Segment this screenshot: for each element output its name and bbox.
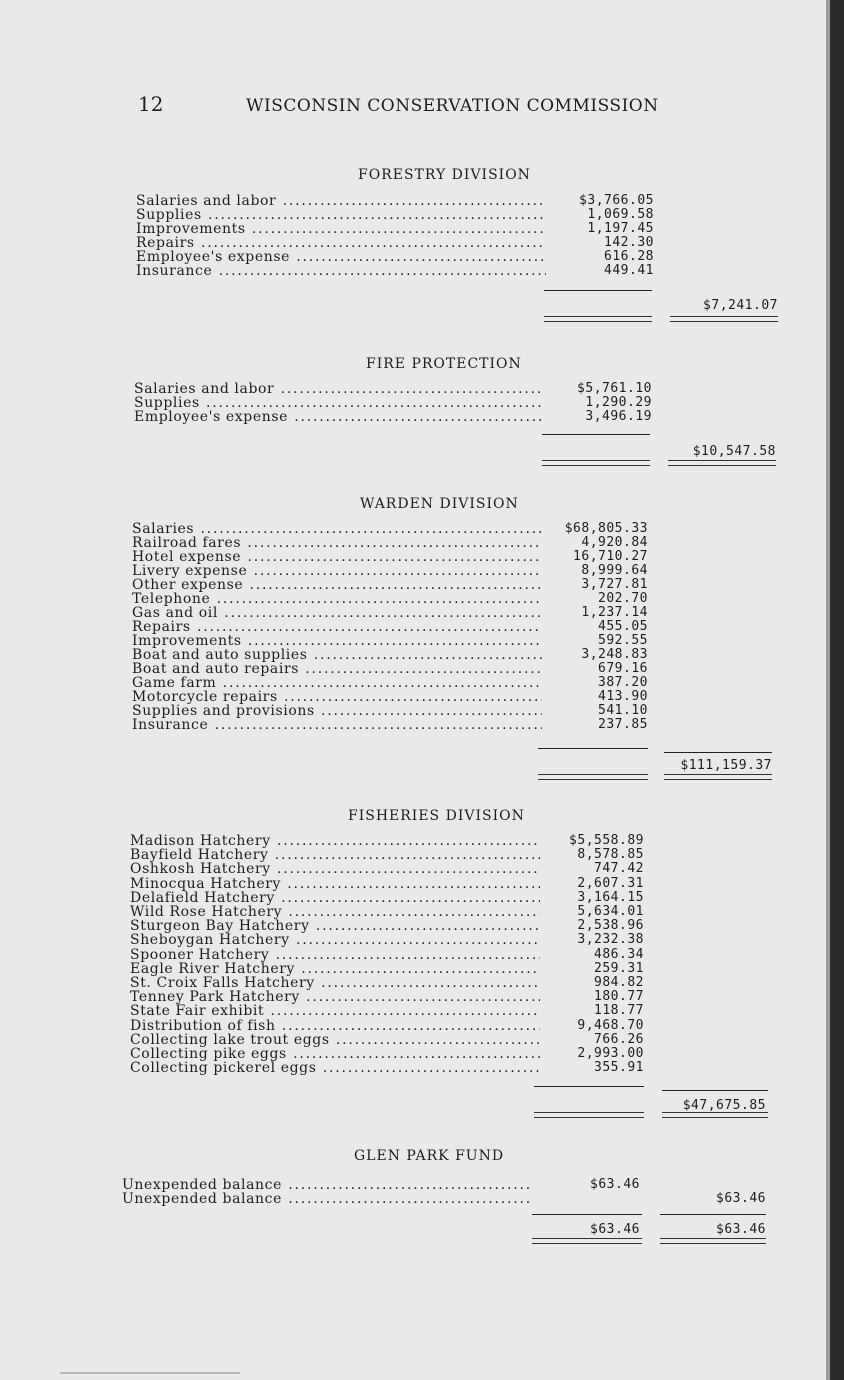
row-label: Collecting lake trout eggs ..... bbox=[130, 1033, 540, 1047]
row-amount: 1,237.14 bbox=[581, 605, 648, 620]
row-amount: 16,710.27 bbox=[573, 549, 648, 564]
double-rule bbox=[538, 774, 648, 780]
subtotal-rule bbox=[544, 290, 652, 291]
row-label: Boat and auto repairs ..... bbox=[132, 662, 542, 676]
row-label: Telephone ..... bbox=[132, 592, 542, 606]
section-total: $10,547.58 bbox=[692, 444, 776, 459]
row-label: St. Croix Falls Hatchery ..... bbox=[130, 976, 540, 990]
sum-left: $63.46 bbox=[590, 1222, 640, 1237]
row-amount: 3,727.81 bbox=[581, 577, 648, 592]
double-rule bbox=[670, 316, 778, 322]
row-amount: 355.91 bbox=[594, 1060, 644, 1076]
row-label: Supplies and provisions ..... bbox=[132, 704, 542, 718]
section-title: WARDEN DIVISION bbox=[360, 496, 519, 512]
row-label: Employee's expense ..... bbox=[136, 250, 546, 264]
row-label: Wild Rose Hatchery ..... bbox=[130, 905, 540, 919]
row-amount: $63.46 bbox=[590, 1177, 640, 1192]
row-amount: 486.34 bbox=[594, 946, 644, 962]
subtotal-rule bbox=[660, 1214, 766, 1215]
row-amount: 3,232.38 bbox=[577, 932, 644, 948]
row-label: Minocqua Hatchery ..... bbox=[130, 877, 540, 891]
row-label: Supplies ..... bbox=[136, 208, 546, 222]
double-rule bbox=[532, 1238, 642, 1244]
row-label: Oshkosh Hatchery ..... bbox=[130, 862, 540, 876]
row-amount: 1,069.58 bbox=[587, 207, 654, 222]
subtotal-rule bbox=[534, 1086, 644, 1087]
row-total: $63.46 bbox=[716, 1191, 766, 1206]
row-amount: 2,538.96 bbox=[577, 918, 644, 934]
row-label: Sturgeon Bay Hatchery ..... bbox=[130, 919, 540, 933]
row-amount: 4,920.84 bbox=[581, 535, 648, 550]
row-label: Hotel expense ..... bbox=[132, 550, 542, 564]
subtotal-rule bbox=[532, 1214, 642, 1215]
row-label: Boat and auto supplies ..... bbox=[132, 648, 542, 662]
double-rule bbox=[534, 1112, 644, 1118]
double-rule bbox=[668, 460, 776, 466]
row-amount: 8,578.85 bbox=[577, 847, 644, 863]
row-label: Insurance ..... bbox=[132, 718, 542, 732]
row-amount: 455.05 bbox=[598, 619, 648, 634]
section-title: FIRE PROTECTION bbox=[366, 356, 522, 372]
row-label: Supplies ..... bbox=[134, 396, 544, 410]
row-label: Madison Hatchery ..... bbox=[130, 834, 540, 848]
double-rule bbox=[544, 316, 652, 322]
row-amount: 541.10 bbox=[598, 703, 648, 718]
row-amount: 984.82 bbox=[594, 975, 644, 990]
row-amount: 413.90 bbox=[598, 689, 648, 704]
double-rule bbox=[662, 1112, 768, 1118]
row-amount: 766.26 bbox=[594, 1031, 644, 1047]
row-label: Employee's expense ..... bbox=[134, 410, 544, 424]
row-label: Salaries and labor ..... bbox=[134, 382, 544, 396]
page-edge-line bbox=[826, 0, 830, 1380]
row-label: Collecting pickerel eggs ..... bbox=[130, 1061, 540, 1075]
row-amount: 8,999.64 bbox=[581, 563, 648, 578]
double-rule bbox=[664, 774, 772, 780]
sum-right: $63.46 bbox=[716, 1222, 766, 1237]
row-amount: 747.42 bbox=[594, 861, 644, 877]
row-amount: $68,805.33 bbox=[564, 521, 648, 536]
subtotal-rule bbox=[662, 1090, 768, 1091]
row-amount: 9,468.70 bbox=[577, 1017, 644, 1033]
row-amount: 3,164.15 bbox=[577, 889, 644, 905]
row-label: Eagle River Hatchery ..... bbox=[130, 962, 540, 976]
row-amount: 5,634.01 bbox=[577, 904, 644, 919]
row-label: Delafield Hatchery ..... bbox=[130, 891, 540, 905]
row-label: Other expense ..... bbox=[132, 578, 542, 592]
double-rule bbox=[660, 1238, 766, 1244]
row-amount: $3,766.05 bbox=[579, 193, 654, 208]
row-label: Railroad fares ..... bbox=[132, 536, 542, 550]
section-total: $47,675.85 bbox=[682, 1098, 766, 1113]
row-label: Salaries and labor ..... bbox=[136, 194, 546, 208]
row-label: State Fair exhibit ..... bbox=[130, 1004, 540, 1018]
row-label: Spooner Hatchery ..... bbox=[130, 948, 540, 962]
row-amount: 259.31 bbox=[594, 960, 644, 976]
row-label: Salaries ..... bbox=[132, 522, 542, 536]
row-amount: $5,761.10 bbox=[577, 381, 652, 396]
row-label: Sheboygan Hatchery ..... bbox=[130, 933, 540, 947]
row-amount: 118.77 bbox=[594, 1003, 644, 1019]
row-amount: 1,197.45 bbox=[587, 221, 654, 236]
row-amount: 592.55 bbox=[598, 633, 648, 648]
row-amount: 616.28 bbox=[604, 249, 654, 264]
subtotal-rule bbox=[664, 752, 772, 753]
row-label: Livery expense ..... bbox=[132, 564, 542, 578]
row-amount: 3,248.83 bbox=[581, 647, 648, 662]
row-amount: 387.20 bbox=[598, 675, 648, 690]
row-amount: 142.30 bbox=[604, 235, 654, 250]
subtotal-rule bbox=[538, 748, 648, 749]
row-amount: $5,558.89 bbox=[569, 833, 644, 848]
page-smudge bbox=[60, 1372, 240, 1374]
section-title: FORESTRY DIVISION bbox=[358, 167, 531, 183]
row-amount: 202.70 bbox=[598, 591, 648, 606]
row-label: Distribution of fish ..... bbox=[130, 1019, 540, 1033]
row-label: Insurance ..... bbox=[136, 264, 546, 278]
row-label: Unexpended balance ..... bbox=[122, 1192, 532, 1206]
row-amount: 449.41 bbox=[604, 263, 654, 278]
row-label: Gas and oil ..... bbox=[132, 606, 542, 620]
row-label: Improvements ..... bbox=[132, 634, 542, 648]
row-label: Unexpended balance ..... bbox=[122, 1178, 532, 1192]
row-amount: 237.85 bbox=[598, 717, 648, 732]
running-head: WISCONSIN CONSERVATION COMMISSION bbox=[246, 96, 659, 116]
row-label: Game farm ..... bbox=[132, 676, 542, 690]
section-total: $7,241.07 bbox=[703, 298, 778, 313]
section-title: GLEN PARK FUND bbox=[354, 1148, 505, 1164]
row-amount: 180.77 bbox=[594, 989, 644, 1005]
row-label: Bayfield Hatchery ..... bbox=[130, 848, 540, 862]
section-total: $111,159.37 bbox=[680, 758, 772, 773]
subtotal-rule bbox=[542, 434, 650, 435]
row-label: Motorcycle repairs ..... bbox=[132, 690, 542, 704]
row-amount: 1,290.29 bbox=[585, 395, 652, 410]
row-label: Repairs ..... bbox=[132, 620, 542, 634]
row-label: Collecting pike eggs ..... bbox=[130, 1047, 540, 1061]
row-amount: 2,607.31 bbox=[577, 875, 644, 891]
page-edge-shadow bbox=[830, 0, 844, 1380]
row-label: Tenney Park Hatchery ..... bbox=[130, 990, 540, 1004]
double-rule bbox=[542, 460, 650, 466]
page-number: 12 bbox=[138, 92, 164, 116]
row-label: Repairs ..... bbox=[136, 236, 546, 250]
row-label: Improvements ..... bbox=[136, 222, 546, 236]
row-amount: 3,496.19 bbox=[585, 409, 652, 424]
row-amount: 679.16 bbox=[598, 661, 648, 676]
row-amount: 2,993.00 bbox=[577, 1046, 644, 1061]
section-title: FISHERIES DIVISION bbox=[348, 808, 525, 824]
